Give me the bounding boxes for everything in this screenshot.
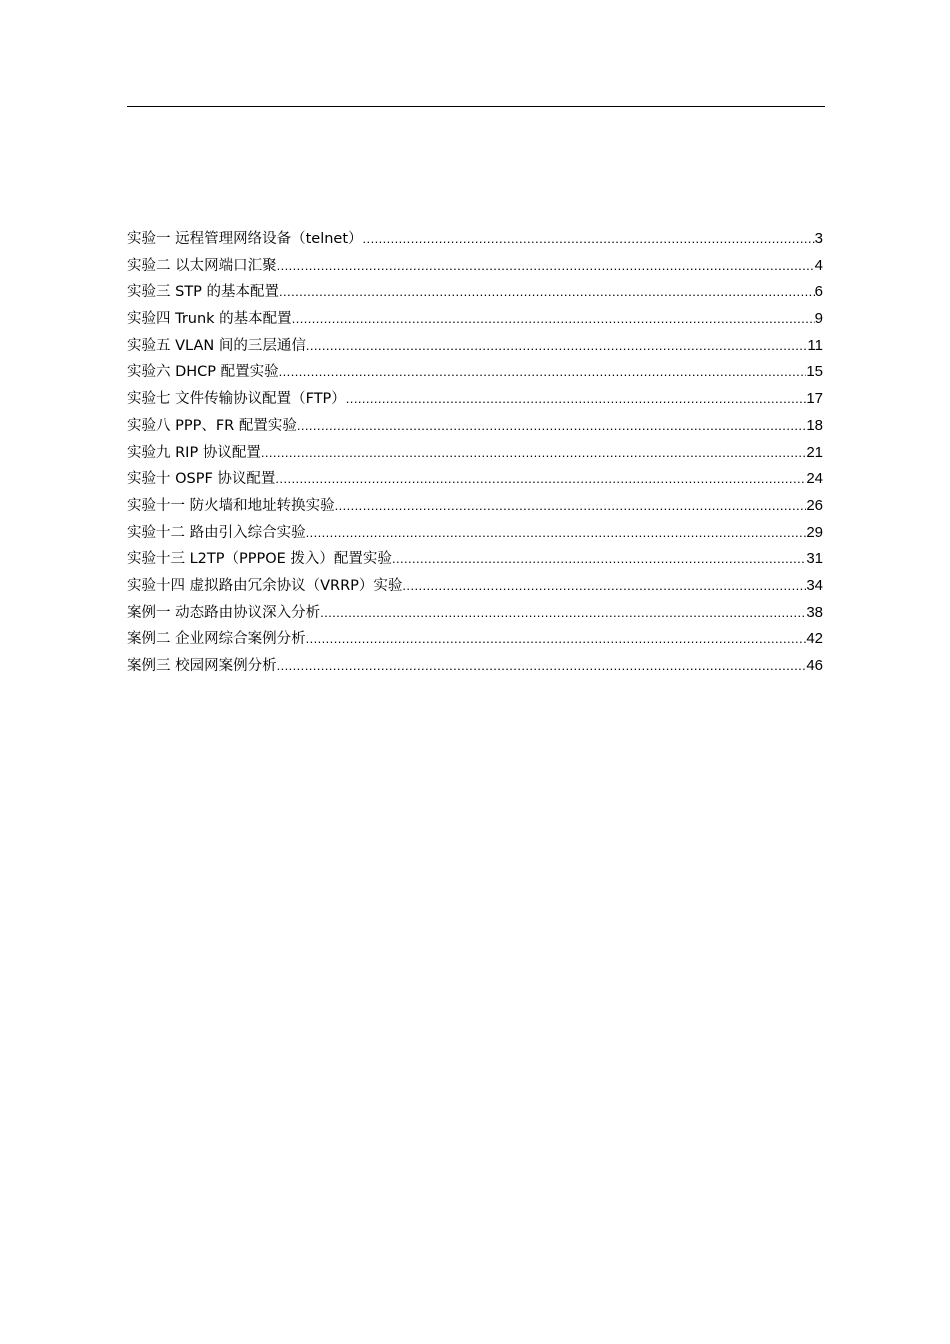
toc-dot-leader	[306, 335, 808, 356]
toc-dot-leader	[277, 255, 815, 276]
toc-entry-title: 实验五 VLAN 间的三层通信	[127, 337, 306, 354]
toc-entry[interactable]	[127, 468, 823, 495]
toc-entry-title: 实验四 Trunk 的基本配置	[127, 311, 292, 328]
toc-entry[interactable]	[127, 495, 823, 522]
toc-dot-leader	[392, 548, 806, 569]
toc-entry-title: 实验十一 防火墙和地址转换实验	[127, 497, 335, 514]
toc-entry-title: 实验二 以太网端口汇聚	[127, 257, 277, 274]
toc-dot-leader	[363, 228, 815, 249]
toc-entry-page: 3	[814, 230, 823, 247]
toc-entry[interactable]	[127, 442, 823, 469]
toc-dot-leader	[306, 522, 807, 543]
toc-entry[interactable]	[127, 655, 823, 682]
toc-entry-title: 实验九 RIP 协议配置	[127, 444, 261, 461]
toc-entry-page: 26	[806, 496, 823, 514]
toc-entry[interactable]	[127, 602, 823, 629]
toc-entry-page: 46	[806, 657, 823, 674]
toc-entry-title: 实验七 文件传输协议配置（FTP）	[127, 391, 346, 408]
toc-dot-leader	[261, 442, 806, 463]
toc-dot-leader	[279, 281, 815, 302]
toc-entry[interactable]	[127, 335, 823, 362]
toc-entry-title: 案例三 校园网案例分析	[127, 658, 277, 674]
toc-entry-page: 34	[806, 576, 823, 594]
toc-entry-page: 18	[806, 416, 823, 434]
toc-entry[interactable]	[127, 415, 823, 442]
toc-entry[interactable]	[127, 361, 823, 388]
toc-dot-leader	[346, 388, 807, 409]
toc-entry-page: 11	[807, 336, 823, 354]
toc-entry[interactable]	[127, 308, 823, 335]
toc-entry-page: 38	[806, 603, 823, 621]
toc-entry-page: 6	[814, 283, 823, 301]
toc-entry-page: 24	[806, 470, 823, 488]
toc-entry[interactable]	[127, 628, 823, 655]
toc-entry[interactable]	[127, 388, 823, 415]
toc-entry-page: 15	[806, 363, 823, 381]
toc-entry-title: 实验三 STP 的基本配置	[127, 284, 280, 301]
toc-entry-title: 案例一 动态路由协议深入分析	[127, 604, 321, 621]
toc-entry[interactable]	[127, 548, 823, 575]
toc-entry-page: 4	[814, 256, 823, 274]
toc-dot-leader	[320, 602, 806, 623]
toc-entry[interactable]	[127, 281, 823, 308]
toc-dot-leader	[402, 575, 806, 596]
toc-entry-page: 21	[806, 443, 823, 461]
toc-entry[interactable]	[127, 522, 823, 549]
toc-dot-leader	[275, 468, 806, 489]
toc-entry[interactable]	[127, 575, 823, 602]
toc-entry-page: 42	[806, 630, 823, 648]
toc-entry-title: 实验十四 虚拟路由冗余协议（VRRP）实验	[127, 577, 403, 594]
toc-entry-page: 29	[806, 523, 823, 541]
toc-entry-title: 实验六 DHCP 配置实验	[127, 364, 279, 381]
toc-entry-title: 实验十 OSPF 协议配置	[127, 471, 276, 488]
toc-dot-leader	[279, 361, 807, 382]
header-rule	[127, 106, 825, 107]
table-of-contents	[127, 228, 823, 682]
toc-entry-title: 实验八 PPP、FR 配置实验	[127, 417, 297, 434]
toc-entry[interactable]	[127, 255, 823, 282]
toc-entry[interactable]	[127, 228, 823, 255]
toc-dot-leader	[292, 308, 815, 329]
toc-entry-page: 9	[814, 310, 823, 328]
toc-entry-title: 实验十三 L2TP（PPPOE 拨入）配置实验	[127, 551, 392, 568]
toc-entry-title: 案例二 企业网综合案例分析	[127, 631, 306, 648]
toc-entry-title: 实验一 远程管理网络设备（telnet）	[127, 231, 363, 247]
toc-entry-page: 31	[806, 550, 823, 568]
toc-entry-page: 17	[806, 390, 823, 408]
toc-dot-leader	[306, 628, 807, 649]
toc-dot-leader	[297, 415, 806, 436]
toc-dot-leader	[335, 495, 807, 516]
toc-entry-title: 实验十二 路由引入综合实验	[127, 524, 306, 541]
toc-dot-leader	[277, 655, 807, 676]
